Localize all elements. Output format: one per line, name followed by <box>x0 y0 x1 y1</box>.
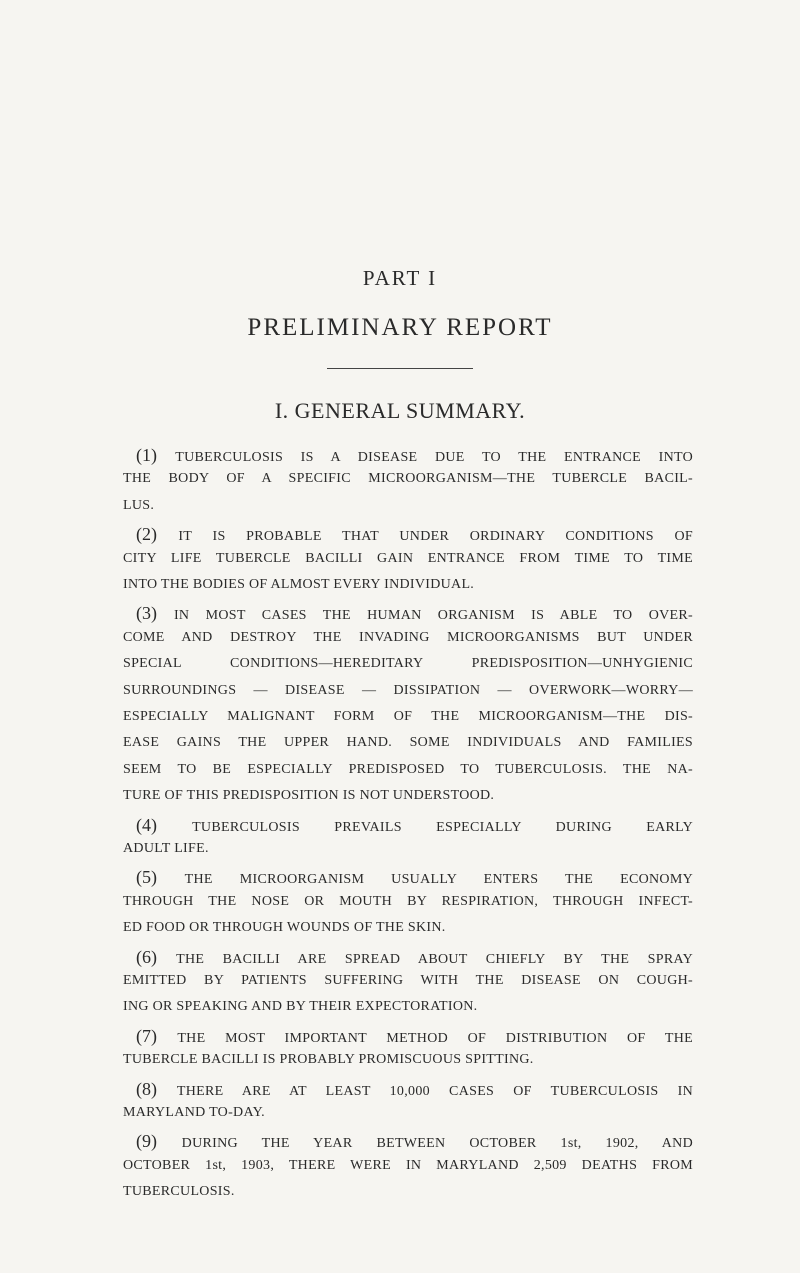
summary-line <box>123 471 693 487</box>
item-number: (1) <box>136 445 176 465</box>
summary-line <box>123 735 693 751</box>
item-text: COME AND DESTROY THE INVADING MICROORGANISMS BUT UNDER <box>123 629 693 645</box>
item-text: SEEM TO BE ESPECIALLY PREDISPOSED TO TUBERCULOSIS. THE NA- <box>123 761 693 777</box>
item-text: THROUGH THE NOSE OR MOUTH BY RESPIRATION, THROUGH INFECT- <box>123 893 693 909</box>
item-text: SURROUNDINGS — DISEASE — DISSIPATION — OVERWORK—WORRY— <box>123 682 693 698</box>
item-text: IN MOST CASES THE HUMAN ORGANISM IS ABLE TO OVER- <box>173 608 693 624</box>
item-text: DURING THE YEAR BETWEEN OCTOBER 1st, 1902, AND <box>181 1136 693 1152</box>
item-text: THERE ARE AT LEAST 10,000 CASES OF TUBERCULOSIS IN <box>176 1083 694 1099</box>
summary-line <box>123 894 693 910</box>
item-text: IT IS PROBABLE THAT UNDER ORDINARY CONDITIONS OF <box>178 529 693 545</box>
item-text: THE MOST IMPORTANT METHOD OF DISTRIBUTION OF THE <box>177 1030 693 1046</box>
summary-line <box>123 1105 693 1121</box>
main-title: PRELIMINARY REPORT <box>247 314 553 341</box>
item-number: (2) <box>136 524 179 545</box>
summary-line <box>123 1052 693 1068</box>
item-text: SPECIAL CONDITIONS—HEREDITARY PREDISPOSITION—UNHYGIENIC <box>123 656 693 672</box>
summary-line <box>136 524 693 545</box>
summary-line <box>123 630 693 646</box>
item-number: (6) <box>136 946 177 967</box>
item-text: THE BACILLI ARE SPREAD ABOUT CHIEFLY BY THE SPRAY <box>176 951 693 967</box>
item-text: THE MICROORGANISM USUALLY ENTERS THE ECONOMY <box>184 872 693 888</box>
item-text: ING OR SPEAKING AND BY THEIR EXPECTORATION. <box>123 999 478 1015</box>
summary-line <box>123 577 693 593</box>
section-title: I. GENERAL SUMMARY. <box>274 398 526 423</box>
summary-line <box>136 1131 693 1152</box>
item-text: ESPECIALLY MALIGNANT FORM OF THE MICROORGANISM—THE DIS- <box>123 709 693 724</box>
item-number: (4) <box>136 814 193 835</box>
item-text: INTO THE BODIES OF ALMOST EVERY INDIVIDUAL. <box>123 577 475 592</box>
item-text: ADULT LIFE. <box>123 841 209 856</box>
item-number: (8) <box>136 1078 177 1099</box>
item-text: TURE OF THIS PREDISPOSITION IS NOT UNDERSTOOD. <box>123 788 495 804</box>
item-text: CITY LIFE TUBERCLE BACILLI GAIN ENTRANCE FROM TIME TO TIME <box>123 550 693 566</box>
item-text: TUBERCULOSIS PREVAILS ESPECIALLY DURING EARLY <box>192 819 693 835</box>
item-text: EMITTED BY PATIENTS SUFFERING WITH THE DISEASE ON COUGH- <box>123 973 693 988</box>
summary-line <box>136 1079 693 1100</box>
summary-line <box>123 999 693 1015</box>
summary-line <box>136 1026 693 1047</box>
summary-line <box>123 709 693 725</box>
part-title: PART I <box>362 266 438 290</box>
summary-line <box>123 973 693 989</box>
summary-line <box>123 1184 693 1200</box>
summary-line <box>123 762 693 778</box>
item-text: TUBERCLE BACILLI IS PROBABLY PROMISCUOUS SPITTING. <box>123 1052 534 1068</box>
item-text: OCTOBER 1st, 1903, THERE WERE IN MARYLAND 2,509 DEATHS FROM <box>123 1157 693 1173</box>
item-number: (9) <box>136 1131 182 1152</box>
summary-line <box>123 656 693 672</box>
item-number: (7) <box>136 1025 178 1046</box>
item-text: EASE GAINS THE UPPER HAND. SOME INDIVIDUALS AND FAMILIES <box>123 735 693 751</box>
summary-line <box>136 815 693 836</box>
summary-line <box>123 551 693 567</box>
item-text: LUS. <box>123 497 155 513</box>
item-text: TUBERCULOSIS IS A DISEASE DUE TO THE ENTRANCE INTO <box>175 450 693 465</box>
item-number: (5) <box>136 867 185 888</box>
divider-rule <box>327 368 473 369</box>
summary-line <box>123 841 693 857</box>
item-number: (3) <box>136 603 174 624</box>
summary-line <box>136 445 693 466</box>
summary-line <box>136 603 693 624</box>
summary-line <box>123 683 693 699</box>
summary-line <box>136 947 693 968</box>
summary-line <box>123 1158 693 1174</box>
item-text: ED FOOD OR THROUGH WOUNDS OF THE SKIN. <box>123 920 446 936</box>
item-text: THE BODY OF A SPECIFIC MICROORGANISM—THE TUBERCLE BACIL- <box>123 471 693 487</box>
summary-line <box>123 498 693 514</box>
item-text: MARYLAND TO-DAY. <box>123 1105 265 1120</box>
summary-line <box>123 788 693 804</box>
summary-line <box>123 920 693 936</box>
summary-line <box>136 867 693 888</box>
item-text: TUBERCULOSIS. <box>123 1184 235 1200</box>
